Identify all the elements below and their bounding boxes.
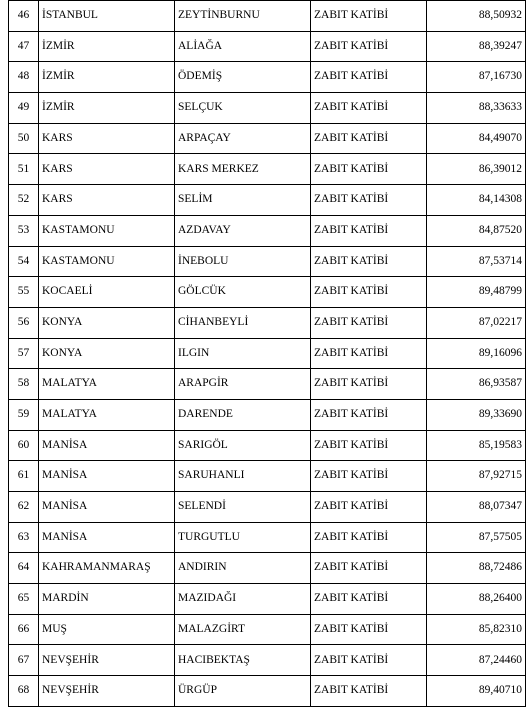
row-number-cell: 66 (9, 614, 39, 645)
row-number-cell: 62 (9, 492, 39, 523)
row-number-cell: 64 (9, 553, 39, 584)
province-cell: MARDİN (39, 584, 175, 615)
district-cell: DARENDE (175, 399, 311, 430)
table-row (9, 430, 526, 461)
score-cell: 87,57505 (427, 522, 526, 553)
title-cell: ZABIT KATİBİ (311, 31, 427, 62)
province-cell: MUŞ (39, 614, 175, 645)
district-cell: GÖLCÜK (175, 277, 311, 308)
row-number-cell: 63 (9, 522, 39, 553)
table-row (9, 246, 526, 277)
table-row (9, 31, 526, 62)
table-row (9, 614, 526, 645)
province-cell: MANİSA (39, 430, 175, 461)
row-number-cell: 68 (9, 676, 39, 707)
district-cell: SELİM (175, 185, 311, 216)
row-number-cell: 54 (9, 246, 39, 277)
row-number-cell: 46 (9, 1, 39, 32)
district-cell: HACIBEKTAŞ (175, 645, 311, 676)
table-row (9, 369, 526, 400)
title-cell: ZABIT KATİBİ (311, 62, 427, 93)
title-cell: ZABIT KATİBİ (311, 246, 427, 277)
score-cell: 84,49070 (427, 123, 526, 154)
district-cell: SARIGÖL (175, 430, 311, 461)
table-row (9, 123, 526, 154)
district-cell: ILGIN (175, 338, 311, 369)
district-cell: ZEYTİNBURNU (175, 1, 311, 32)
score-cell: 88,33633 (427, 93, 526, 124)
score-cell: 87,24460 (427, 645, 526, 676)
row-number-cell: 56 (9, 307, 39, 338)
row-number-cell: 48 (9, 62, 39, 93)
row-number-cell: 60 (9, 430, 39, 461)
table-row (9, 277, 526, 308)
province-cell: KONYA (39, 307, 175, 338)
table-row (9, 62, 526, 93)
table-row (9, 1, 526, 32)
title-cell: ZABIT KATİBİ (311, 338, 427, 369)
score-cell: 89,16096 (427, 338, 526, 369)
title-cell: ZABIT KATİBİ (311, 614, 427, 645)
title-cell: ZABIT KATİBİ (311, 430, 427, 461)
province-cell: KARS (39, 123, 175, 154)
title-cell: ZABIT KATİBİ (311, 399, 427, 430)
title-cell: ZABIT KATİBİ (311, 123, 427, 154)
score-cell: 87,02217 (427, 307, 526, 338)
district-cell: ARPAÇAY (175, 123, 311, 154)
results-table (8, 0, 526, 707)
score-cell: 88,26400 (427, 584, 526, 615)
title-cell: ZABIT KATİBİ (311, 215, 427, 246)
row-number-cell: 50 (9, 123, 39, 154)
province-cell: MALATYA (39, 399, 175, 430)
district-cell: SELÇUK (175, 93, 311, 124)
title-cell: ZABIT KATİBİ (311, 676, 427, 707)
score-cell: 84,14308 (427, 185, 526, 216)
table-row (9, 307, 526, 338)
title-cell: ZABIT KATİBİ (311, 185, 427, 216)
title-cell: ZABIT KATİBİ (311, 492, 427, 523)
table-row (9, 399, 526, 430)
province-cell: İZMİR (39, 93, 175, 124)
score-cell: 87,16730 (427, 62, 526, 93)
province-cell: NEVŞEHİR (39, 645, 175, 676)
score-cell: 88,72486 (427, 553, 526, 584)
province-cell: İSTANBUL (39, 1, 175, 32)
score-cell: 87,92715 (427, 461, 526, 492)
district-cell: ÖDEMİŞ (175, 62, 311, 93)
district-cell: TURGUTLU (175, 522, 311, 553)
district-cell: MALAZGİRT (175, 614, 311, 645)
province-cell: KOCAELİ (39, 277, 175, 308)
row-number-cell: 53 (9, 215, 39, 246)
score-cell: 88,07347 (427, 492, 526, 523)
district-cell: KARS MERKEZ (175, 154, 311, 185)
row-number-cell: 49 (9, 93, 39, 124)
score-cell: 85,19583 (427, 430, 526, 461)
province-cell: KAHRAMANMARAŞ (39, 553, 175, 584)
province-cell: MALATYA (39, 369, 175, 400)
table-row (9, 522, 526, 553)
title-cell: ZABIT KATİBİ (311, 369, 427, 400)
province-cell: MANİSA (39, 522, 175, 553)
row-number-cell: 59 (9, 399, 39, 430)
row-number-cell: 47 (9, 31, 39, 62)
score-cell: 86,93587 (427, 369, 526, 400)
district-cell: MAZIDAĞI (175, 584, 311, 615)
title-cell: ZABIT KATİBİ (311, 522, 427, 553)
score-cell: 85,82310 (427, 614, 526, 645)
province-cell: İZMİR (39, 62, 175, 93)
table-row (9, 154, 526, 185)
district-cell: SARUHANLI (175, 461, 311, 492)
score-cell: 88,50932 (427, 1, 526, 32)
table-row (9, 461, 526, 492)
province-cell: KASTAMONU (39, 215, 175, 246)
province-cell: İZMİR (39, 31, 175, 62)
district-cell: ÜRGÜP (175, 676, 311, 707)
province-cell: NEVŞEHİR (39, 676, 175, 707)
row-number-cell: 65 (9, 584, 39, 615)
score-cell: 87,53714 (427, 246, 526, 277)
table-row (9, 215, 526, 246)
title-cell: ZABIT KATİBİ (311, 645, 427, 676)
province-cell: MANİSA (39, 461, 175, 492)
table-row (9, 93, 526, 124)
province-cell: KARS (39, 154, 175, 185)
district-cell: ALİAĞA (175, 31, 311, 62)
table-body (9, 1, 526, 707)
district-cell: ARAPGİR (175, 369, 311, 400)
province-cell: KASTAMONU (39, 246, 175, 277)
table-row (9, 676, 526, 707)
score-cell: 89,48799 (427, 277, 526, 308)
row-number-cell: 52 (9, 185, 39, 216)
title-cell: ZABIT KATİBİ (311, 584, 427, 615)
table-row (9, 185, 526, 216)
row-number-cell: 57 (9, 338, 39, 369)
table-row (9, 584, 526, 615)
table-row (9, 553, 526, 584)
title-cell: ZABIT KATİBİ (311, 1, 427, 32)
row-number-cell: 61 (9, 461, 39, 492)
score-cell: 89,40710 (427, 676, 526, 707)
district-cell: AZDAVAY (175, 215, 311, 246)
title-cell: ZABIT KATİBİ (311, 154, 427, 185)
row-number-cell: 51 (9, 154, 39, 185)
title-cell: ZABIT KATİBİ (311, 277, 427, 308)
score-cell: 89,33690 (427, 399, 526, 430)
score-cell: 86,39012 (427, 154, 526, 185)
district-cell: SELENDİ (175, 492, 311, 523)
row-number-cell: 58 (9, 369, 39, 400)
province-cell: KARS (39, 185, 175, 216)
score-cell: 88,39247 (427, 31, 526, 62)
table-row (9, 492, 526, 523)
title-cell: ZABIT KATİBİ (311, 461, 427, 492)
row-number-cell: 67 (9, 645, 39, 676)
district-cell: CİHANBEYLİ (175, 307, 311, 338)
province-cell: MANİSA (39, 492, 175, 523)
title-cell: ZABIT KATİBİ (311, 553, 427, 584)
district-cell: ANDIRIN (175, 553, 311, 584)
row-number-cell: 55 (9, 277, 39, 308)
table-row (9, 645, 526, 676)
score-cell: 84,87520 (427, 215, 526, 246)
title-cell: ZABIT KATİBİ (311, 307, 427, 338)
table-row (9, 338, 526, 369)
district-cell: İNEBOLU (175, 246, 311, 277)
title-cell: ZABIT KATİBİ (311, 93, 427, 124)
province-cell: KONYA (39, 338, 175, 369)
